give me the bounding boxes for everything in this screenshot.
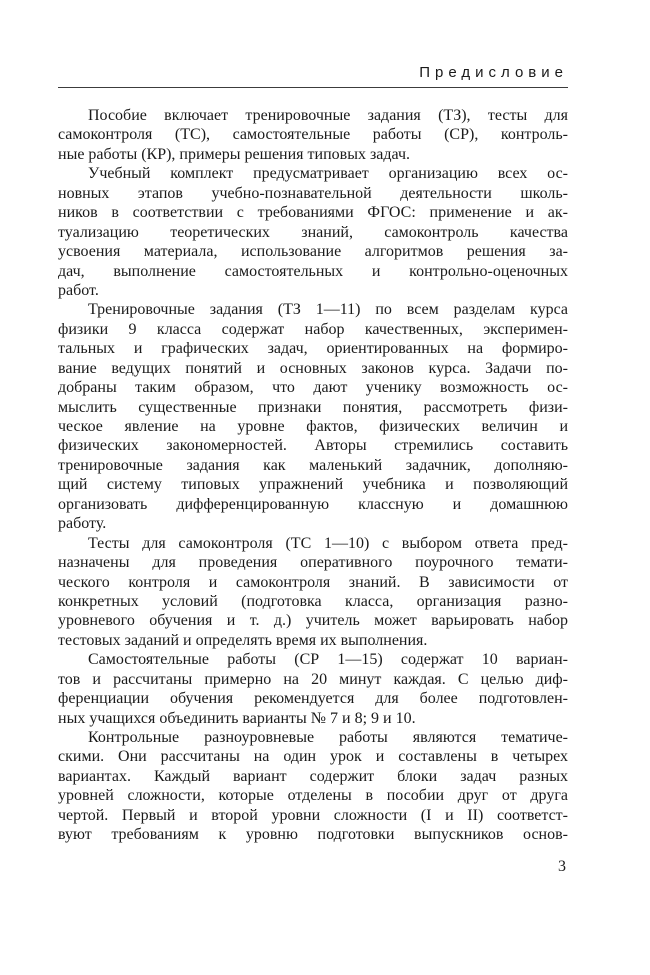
text-line: вуют требованиям к уровню подготовки выпускников основ- xyxy=(58,826,568,844)
text-line: физики 9 класса содержат набор качественных, эксперимен- xyxy=(58,320,568,338)
text-line: щий систему типовых упражнений учебника и позволяющий xyxy=(58,476,568,494)
text-line: скими. Они рассчитаны на один урок и составлены в четырех xyxy=(58,748,568,766)
running-head-title: Предисловие xyxy=(58,64,568,88)
text-line: Самостоятельные работы (СР 1—15) содержат 10 вариан- xyxy=(88,651,568,669)
text-line: Контрольные разноуровневые работы являются тематиче- xyxy=(88,729,568,746)
text-line: организовать дифференцированную классную и домашнюю xyxy=(58,495,568,513)
text-line: туализацию теоретических знаний, самоконтроль качества xyxy=(58,223,568,241)
text-line: Пособие включает тренировочные задания (ТЗ), тесты для xyxy=(88,107,568,124)
text-line: ных учащихся объединить варианты № 7 и 8; 9 и 10. xyxy=(58,709,416,727)
text-line: ческое явление на уровне фактов, физических величин и xyxy=(58,418,568,435)
text-line: ные работы (КР), примеры решения типовых задач. xyxy=(58,145,411,163)
text-line: тестовых заданий и определять время их выполнения. xyxy=(58,631,428,649)
text-line: работ. xyxy=(58,281,99,299)
text-line: дач, выполнение самостоятельных и контрольно-оценочных xyxy=(58,262,568,280)
text-line: чертой. Первый и второй уровни сложности (I и II) соответст- xyxy=(58,806,568,824)
text-line: ников в соответствии с требованиями ФГОС: применение и ак- xyxy=(58,204,568,222)
text-line: тренировочные задания как маленький задачник, дополняю- xyxy=(58,456,568,474)
text-line: Тесты для самоконтроля (ТС 1—10) с выбором ответа пред- xyxy=(88,534,568,552)
text-line: тальных и графических задач, ориентированных на формиро- xyxy=(58,340,568,358)
text-line: конкретных условий (подготовка класса, организация разно- xyxy=(58,592,568,610)
text-line: усвоения материала, использование алгоритмов решения за- xyxy=(58,243,568,261)
text-line: уровней сложности, которые отделены в пособии друг от друга xyxy=(58,787,568,805)
text-line: мыслить существенные признаки понятия, рассмотреть физи- xyxy=(58,398,568,416)
text-line: физических закономерностей. Авторы стремились составить xyxy=(58,437,568,455)
text-line: тов и рассчитаны примерно на 20 минут каждая. С целью диф- xyxy=(58,670,568,688)
page-body xyxy=(58,106,568,845)
text-line: ческого контроля и самоконтроля знаний. В зависимости от xyxy=(58,573,568,591)
text-line: работу. xyxy=(58,515,107,533)
text-line: ференциации обучения рекомендуется для более подготовлен- xyxy=(58,690,568,708)
text-line: вание ведущих понятий и основных законов курса. Задачи по- xyxy=(58,359,568,377)
text-line: самоконтроля (ТС), самостоятельные работы (СР), контроль- xyxy=(58,126,568,144)
text-line: добраны таким образом, что дают ученику возможность ос- xyxy=(58,379,568,397)
page-number: 3 xyxy=(558,858,566,875)
text-line: назначены для проведения оперативного поурочного темати- xyxy=(58,554,568,572)
text-line: вариантах. Каждый вариант содержит блоки задач разных xyxy=(58,767,568,785)
text-line: Тренировочные задания (ТЗ 1—11) по всем разделам курса xyxy=(88,301,568,319)
text-line: Учебный комплект предусматривает организацию всех ос- xyxy=(88,165,568,183)
text-line: новных этапов учебно-познавательной деятельности школь- xyxy=(58,184,568,202)
text-line: уровневого обучения и т. д.) учитель может варьировать набор xyxy=(58,612,568,630)
